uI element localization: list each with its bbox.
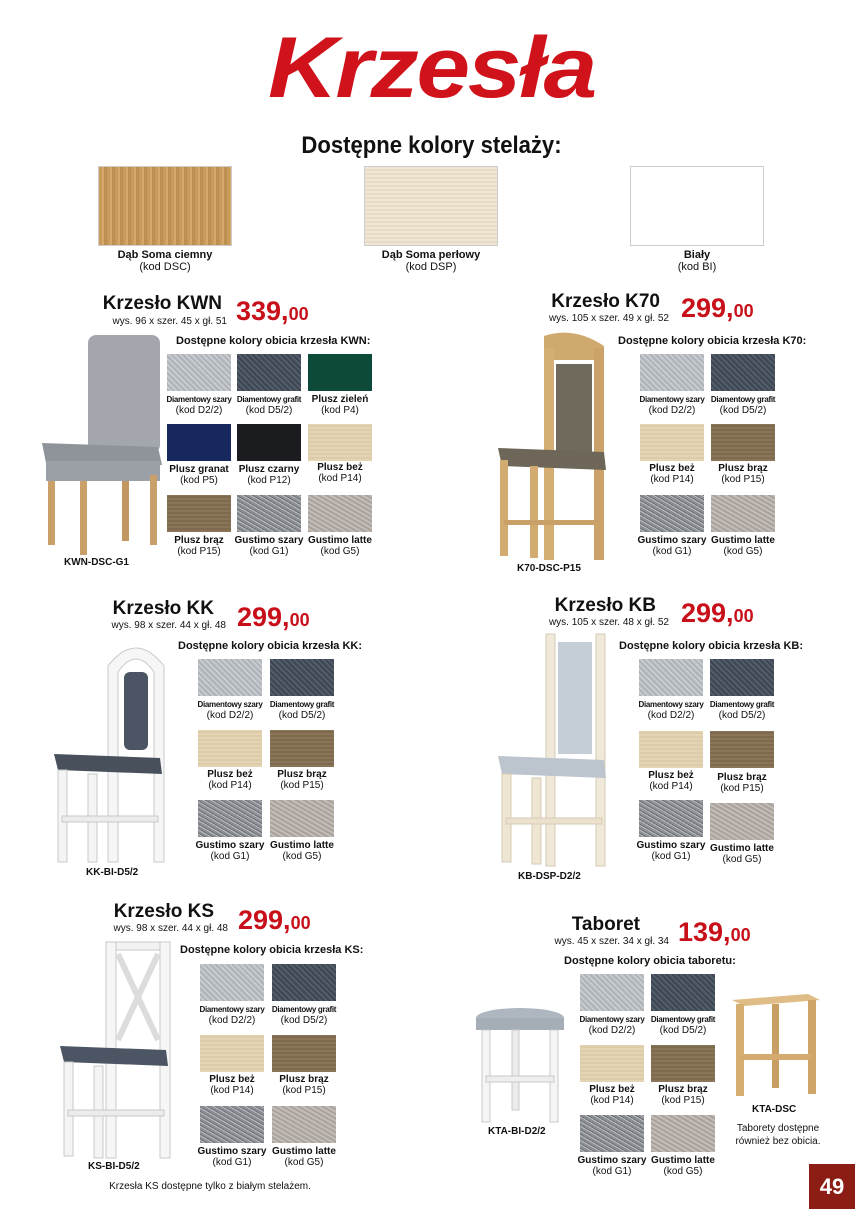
swatch-label-kk-3: Plusz brąz (kod P15) [277, 769, 327, 791]
swatch-label-taboret-3: Plusz brąz (kod P15) [658, 1084, 708, 1106]
swatch-label-kb-2: Plusz beż (kod P14) [648, 770, 694, 792]
swatch-label-kb-3: Plusz brąz (kod P15) [717, 772, 767, 794]
swatch-kb-gustimo-latte [710, 803, 774, 840]
swatch-label-kwn-3: Plusz granat (kod P5) [169, 464, 229, 486]
swatch-label-kwn-4: Plusz czarny (kod P12) [238, 464, 300, 486]
swatch-label-kb-0: Diamentowy szary (kod D2/2) [638, 700, 704, 721]
swatch-kwn-plusz-granat [167, 424, 231, 461]
product-note-ks: Krzesła KS dostępne tylko z białym stelażem. [109, 1181, 311, 1192]
swatch-label-k70-0: Diamentowy szary (kod D2/2) [639, 395, 705, 416]
swatch-label-taboret-5: Gustimo latte (kod G5) [651, 1155, 715, 1177]
chair-image-kk [50, 636, 172, 864]
product-price-kwn: 339,00 [236, 296, 309, 326]
product-price-taboret: 139,00 [678, 917, 751, 947]
swatch-kk-plusz-bez [198, 730, 262, 767]
swatch-kb-plusz-braz [710, 731, 774, 768]
swatch-label-k70-2: Plusz beż (kod P14) [649, 463, 695, 485]
swatch-label-taboret-0: Diamentowy szary (kod D2/2) [579, 1015, 645, 1036]
frame-colors-heading: Dostępne kolory stelaży: [301, 132, 562, 159]
chair-image-ks [56, 940, 178, 1160]
stool-image-kta-bi [472, 1006, 568, 1124]
frame-label-bialy: Biały (kod BI) [677, 249, 717, 273]
swatch-label-kb-5: Gustimo latte (kod G5) [710, 843, 774, 865]
product-dims-taboret: wys. 45 x szer. 34 x gł. 34 [554, 936, 669, 947]
swatch-label-kwn-1: Diamentowy grafit (kod D5/2) [236, 395, 302, 416]
product-code-kta-dsc: KTA-DSC [752, 1104, 797, 1115]
swatch-ks-plusz-bez [200, 1035, 264, 1072]
swatch-label-ks-2: Plusz beż (kod P14) [209, 1074, 255, 1096]
frame-swatch-dab-soma-ciemny [98, 166, 232, 246]
swatch-k70-diamentowy-szary [640, 354, 704, 391]
swatch-ks-diamentowy-grafit [272, 964, 336, 1001]
page-number: 49 [809, 1164, 855, 1209]
swatch-label-kwn-0: Diamentowy szary (kod D2/2) [166, 395, 232, 416]
swatch-label-taboret-4: Gustimo szary (kod G1) [577, 1155, 647, 1177]
product-code-kk: KK-BI-D5/2 [86, 867, 139, 878]
swatch-label-ks-3: Plusz brąz (kod P15) [279, 1074, 329, 1096]
frame-swatch-dab-soma-perlowy [364, 166, 498, 246]
swatch-taboret-plusz-bez [580, 1045, 644, 1082]
product-price-kb: 299,00 [681, 598, 754, 628]
frame-label-dab-soma-ciemny: Dąb Soma ciemny (kod DSC) [117, 249, 213, 273]
swatch-label-k70-4: Gustimo szary (kod G1) [637, 535, 707, 557]
product-name-kwn: Krzesło KWN [102, 293, 222, 314]
product-name-kk: Krzesło KK [112, 598, 214, 619]
available-colors-k70: Dostępne kolory obicia krzesła K70: [618, 335, 807, 347]
swatch-ks-plusz-braz [272, 1035, 336, 1072]
swatch-label-kk-1: Diamentowy grafit (kod D5/2) [269, 700, 335, 721]
swatch-kwn-plusz-braz [167, 495, 231, 532]
swatch-k70-gustimo-szary [640, 495, 704, 532]
swatch-kb-diamentowy-grafit [710, 659, 774, 696]
product-name-taboret: Taboret [571, 914, 640, 935]
product-dims-ks: wys. 98 x szer. 44 x gł. 48 [113, 923, 228, 934]
swatch-kwn-diamentowy-szary [167, 354, 231, 391]
product-name-kb: Krzesło KB [554, 595, 656, 616]
product-dims-kwn: wys. 96 x szer. 45 x gł. 51 [112, 316, 227, 327]
frame-swatch-bialy [630, 166, 764, 246]
swatch-kwn-gustimo-latte [308, 495, 372, 532]
swatch-ks-gustimo-szary [200, 1106, 264, 1143]
product-name-ks: Krzesło KS [113, 901, 214, 922]
available-colors-ks: Dostępne kolory obicia krzesła KS: [180, 944, 364, 956]
swatch-kk-plusz-braz [270, 730, 334, 767]
swatch-kb-gustimo-szary [639, 800, 703, 837]
swatch-k70-gustimo-latte [711, 495, 775, 532]
product-code-k70: K70-DSC-P15 [517, 563, 581, 574]
swatch-taboret-plusz-braz [651, 1045, 715, 1082]
swatch-label-kwn-2: Plusz zieleń (kod P4) [311, 394, 369, 416]
swatch-taboret-diamentowy-szary [580, 974, 644, 1011]
swatch-ks-gustimo-latte [272, 1106, 336, 1143]
product-code-kb: KB-DSP-D2/2 [518, 871, 581, 882]
swatch-label-ks-4: Gustimo szary (kod G1) [197, 1146, 267, 1168]
swatch-label-kwn-5: Plusz beż (kod P14) [317, 462, 363, 484]
product-code-kta-bi: KTA-BI-D2/2 [488, 1126, 546, 1137]
swatch-label-kwn-6: Plusz brąz (kod P15) [174, 535, 224, 557]
swatch-kk-diamentowy-grafit [270, 659, 334, 696]
swatch-label-taboret-1: Diamentowy grafit (kod D5/2) [650, 1015, 716, 1036]
swatch-label-ks-0: Diamentowy szary (kod D2/2) [199, 1005, 265, 1026]
swatch-kwn-plusz-zielen [308, 354, 372, 391]
swatch-label-kk-2: Plusz beż (kod P14) [207, 769, 253, 791]
available-colors-kk: Dostępne kolory obicia krzesła KK: [178, 640, 362, 652]
swatch-label-k70-5: Gustimo latte (kod G5) [711, 535, 775, 557]
swatch-kwn-plusz-bez [308, 424, 372, 461]
swatch-kb-plusz-bez [639, 731, 703, 768]
chair-image-kwn [38, 335, 166, 557]
available-colors-taboret: Dostępne kolory obicia taboretu: [564, 955, 736, 967]
swatch-label-kb-4: Gustimo szary (kod G1) [636, 840, 706, 862]
swatch-label-kk-4: Gustimo szary (kod G1) [195, 840, 265, 862]
swatch-label-k70-1: Diamentowy grafit (kod D5/2) [710, 395, 776, 416]
chair-image-kb [494, 632, 616, 868]
swatch-k70-diamentowy-grafit [711, 354, 775, 391]
product-code-kwn: KWN-DSC-G1 [64, 557, 129, 568]
swatch-kk-gustimo-szary [198, 800, 262, 837]
swatch-taboret-gustimo-szary [580, 1115, 644, 1152]
swatch-ks-diamentowy-szary [200, 964, 264, 1001]
swatch-kb-diamentowy-szary [639, 659, 703, 696]
product-dims-k70: wys. 105 x szer. 49 x gł. 52 [548, 313, 669, 324]
product-name-k70: Krzesło K70 [551, 291, 660, 312]
swatch-label-k70-3: Plusz brąz (kod P15) [718, 463, 768, 485]
chair-image-k70 [494, 330, 616, 562]
swatch-label-kwn-7: Gustimo szary (kod G1) [234, 535, 304, 557]
product-price-ks: 299,00 [238, 905, 311, 935]
swatch-kwn-plusz-czarny [237, 424, 301, 461]
swatch-k70-plusz-bez [640, 424, 704, 461]
swatch-taboret-diamentowy-grafit [651, 974, 715, 1011]
frame-label-dab-soma-perlowy: Dąb Soma perłowy (kod DSP) [381, 249, 481, 273]
swatch-label-ks-5: Gustimo latte (kod G5) [272, 1146, 336, 1168]
swatch-taboret-gustimo-latte [651, 1115, 715, 1152]
product-note-taboret: Taborety dostępne również bez obicia. [735, 1123, 821, 1147]
swatch-k70-plusz-braz [711, 424, 775, 461]
product-dims-kk: wys. 98 x szer. 44 x gł. 48 [111, 620, 226, 631]
swatch-label-kb-1: Diamentowy grafit (kod D5/2) [709, 700, 775, 721]
swatch-label-kk-0: Diamentowy szary (kod D2/2) [197, 700, 263, 721]
swatch-kk-gustimo-latte [270, 800, 334, 837]
swatch-label-ks-1: Diamentowy grafit (kod D5/2) [271, 1005, 337, 1026]
swatch-kwn-gustimo-szary [237, 495, 301, 532]
product-price-kk: 299,00 [237, 602, 310, 632]
product-dims-kb: wys. 105 x szer. 48 x gł. 52 [548, 617, 669, 628]
swatch-kwn-diamentowy-grafit [237, 354, 301, 391]
swatch-kk-diamentowy-szary [198, 659, 262, 696]
available-colors-kwn: Dostępne kolory obicia krzesła KWN: [176, 335, 371, 347]
product-price-k70: 299,00 [681, 293, 754, 323]
swatch-label-taboret-2: Plusz beż (kod P14) [589, 1084, 635, 1106]
available-colors-kb: Dostępne kolory obicia krzesła KB: [619, 640, 803, 652]
stool-image-kta-dsc [728, 992, 824, 1100]
page-title: Krzesła [267, 20, 596, 116]
swatch-label-kwn-8: Gustimo latte (kod G5) [308, 535, 372, 557]
swatch-label-kk-5: Gustimo latte (kod G5) [270, 840, 334, 862]
product-code-ks: KS-BI-D5/2 [88, 1161, 140, 1172]
